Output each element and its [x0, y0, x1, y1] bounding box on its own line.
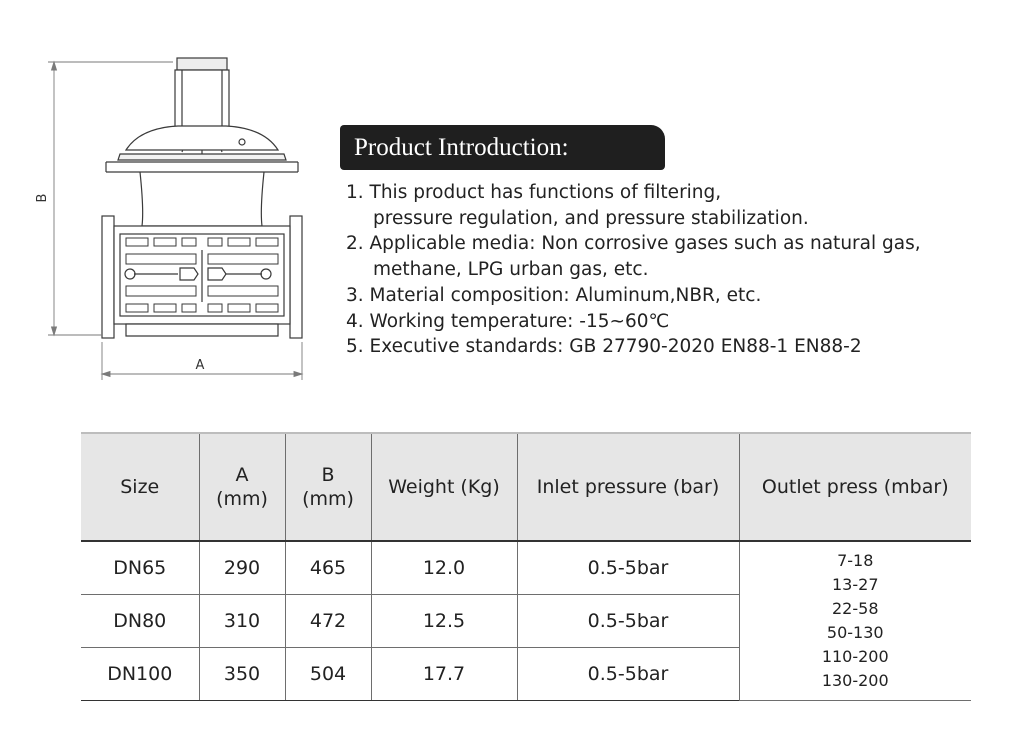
- specification-table: [81, 432, 971, 701]
- table-row: [81, 541, 971, 595]
- header-a-label: A: [235, 464, 249, 486]
- intro-line: 4. Working temperature: -15~60℃: [346, 310, 670, 332]
- cell-inlet: 0.5-5bar: [517, 541, 739, 595]
- intro-line: methane, LPG urban gas, etc.: [373, 259, 649, 281]
- dimension-a-label: A: [195, 358, 205, 373]
- cell-size: DN100: [81, 648, 199, 701]
- cell-b: 472: [285, 595, 371, 648]
- intro-line: 3. Material composition: Aluminum,NBR, etc.: [346, 284, 762, 306]
- outlet-value: 50-130: [826, 623, 884, 642]
- cell-inlet: 0.5-5bar: [517, 648, 739, 701]
- cell-weight: 17.7: [371, 648, 517, 701]
- dimension-b-label: B: [35, 193, 50, 203]
- outlet-value: 110-200: [821, 647, 889, 666]
- intro-line: 5. Executive standards: GB 27790-2020 EN88-1 EN88-2: [346, 336, 862, 358]
- header-a-unit: (mm): [216, 488, 268, 510]
- header-a: [199, 433, 285, 541]
- cell-a: 310: [199, 595, 285, 648]
- cell-b: 465: [285, 541, 371, 595]
- cell-weight: 12.0: [371, 541, 517, 595]
- header-b: [285, 433, 371, 541]
- cell-a: 290: [199, 541, 285, 595]
- cell-a: 350: [199, 648, 285, 701]
- intro-line: 1. This product has functions of filtering,: [346, 182, 722, 203]
- outlet-value: 22-58: [832, 599, 879, 618]
- cell-size: DN80: [81, 595, 199, 648]
- cell-b: 504: [285, 648, 371, 701]
- cell-inlet: 0.5-5bar: [517, 595, 739, 648]
- header-size: Size: [81, 433, 199, 541]
- intro-line: pressure regulation, and pressure stabilization.: [373, 207, 809, 229]
- intro-line: 2. Applicable media: Non corrosive gases such as natural gas,: [346, 233, 921, 255]
- outlet-value: 13-27: [832, 575, 879, 594]
- header-b-unit: (mm): [302, 488, 354, 510]
- regulator-technical-drawing: [30, 50, 310, 385]
- header-inlet-pressure: Inlet pressure (bar): [517, 433, 739, 541]
- header-weight: Weight (Kg): [371, 433, 517, 541]
- cell-weight: 12.5: [371, 595, 517, 648]
- product-introduction-list: [346, 180, 1006, 360]
- outlet-value: 7-18: [837, 551, 874, 570]
- outlet-value: 130-200: [821, 671, 889, 690]
- cell-outlet-pressure: [739, 541, 971, 701]
- header-outlet-pressure: Outlet press (mbar): [739, 433, 971, 541]
- table-header-row: [81, 433, 971, 541]
- product-introduction-title: Product Introduction:: [340, 125, 665, 170]
- cell-size: DN65: [81, 541, 199, 595]
- header-b-label: B: [321, 464, 335, 486]
